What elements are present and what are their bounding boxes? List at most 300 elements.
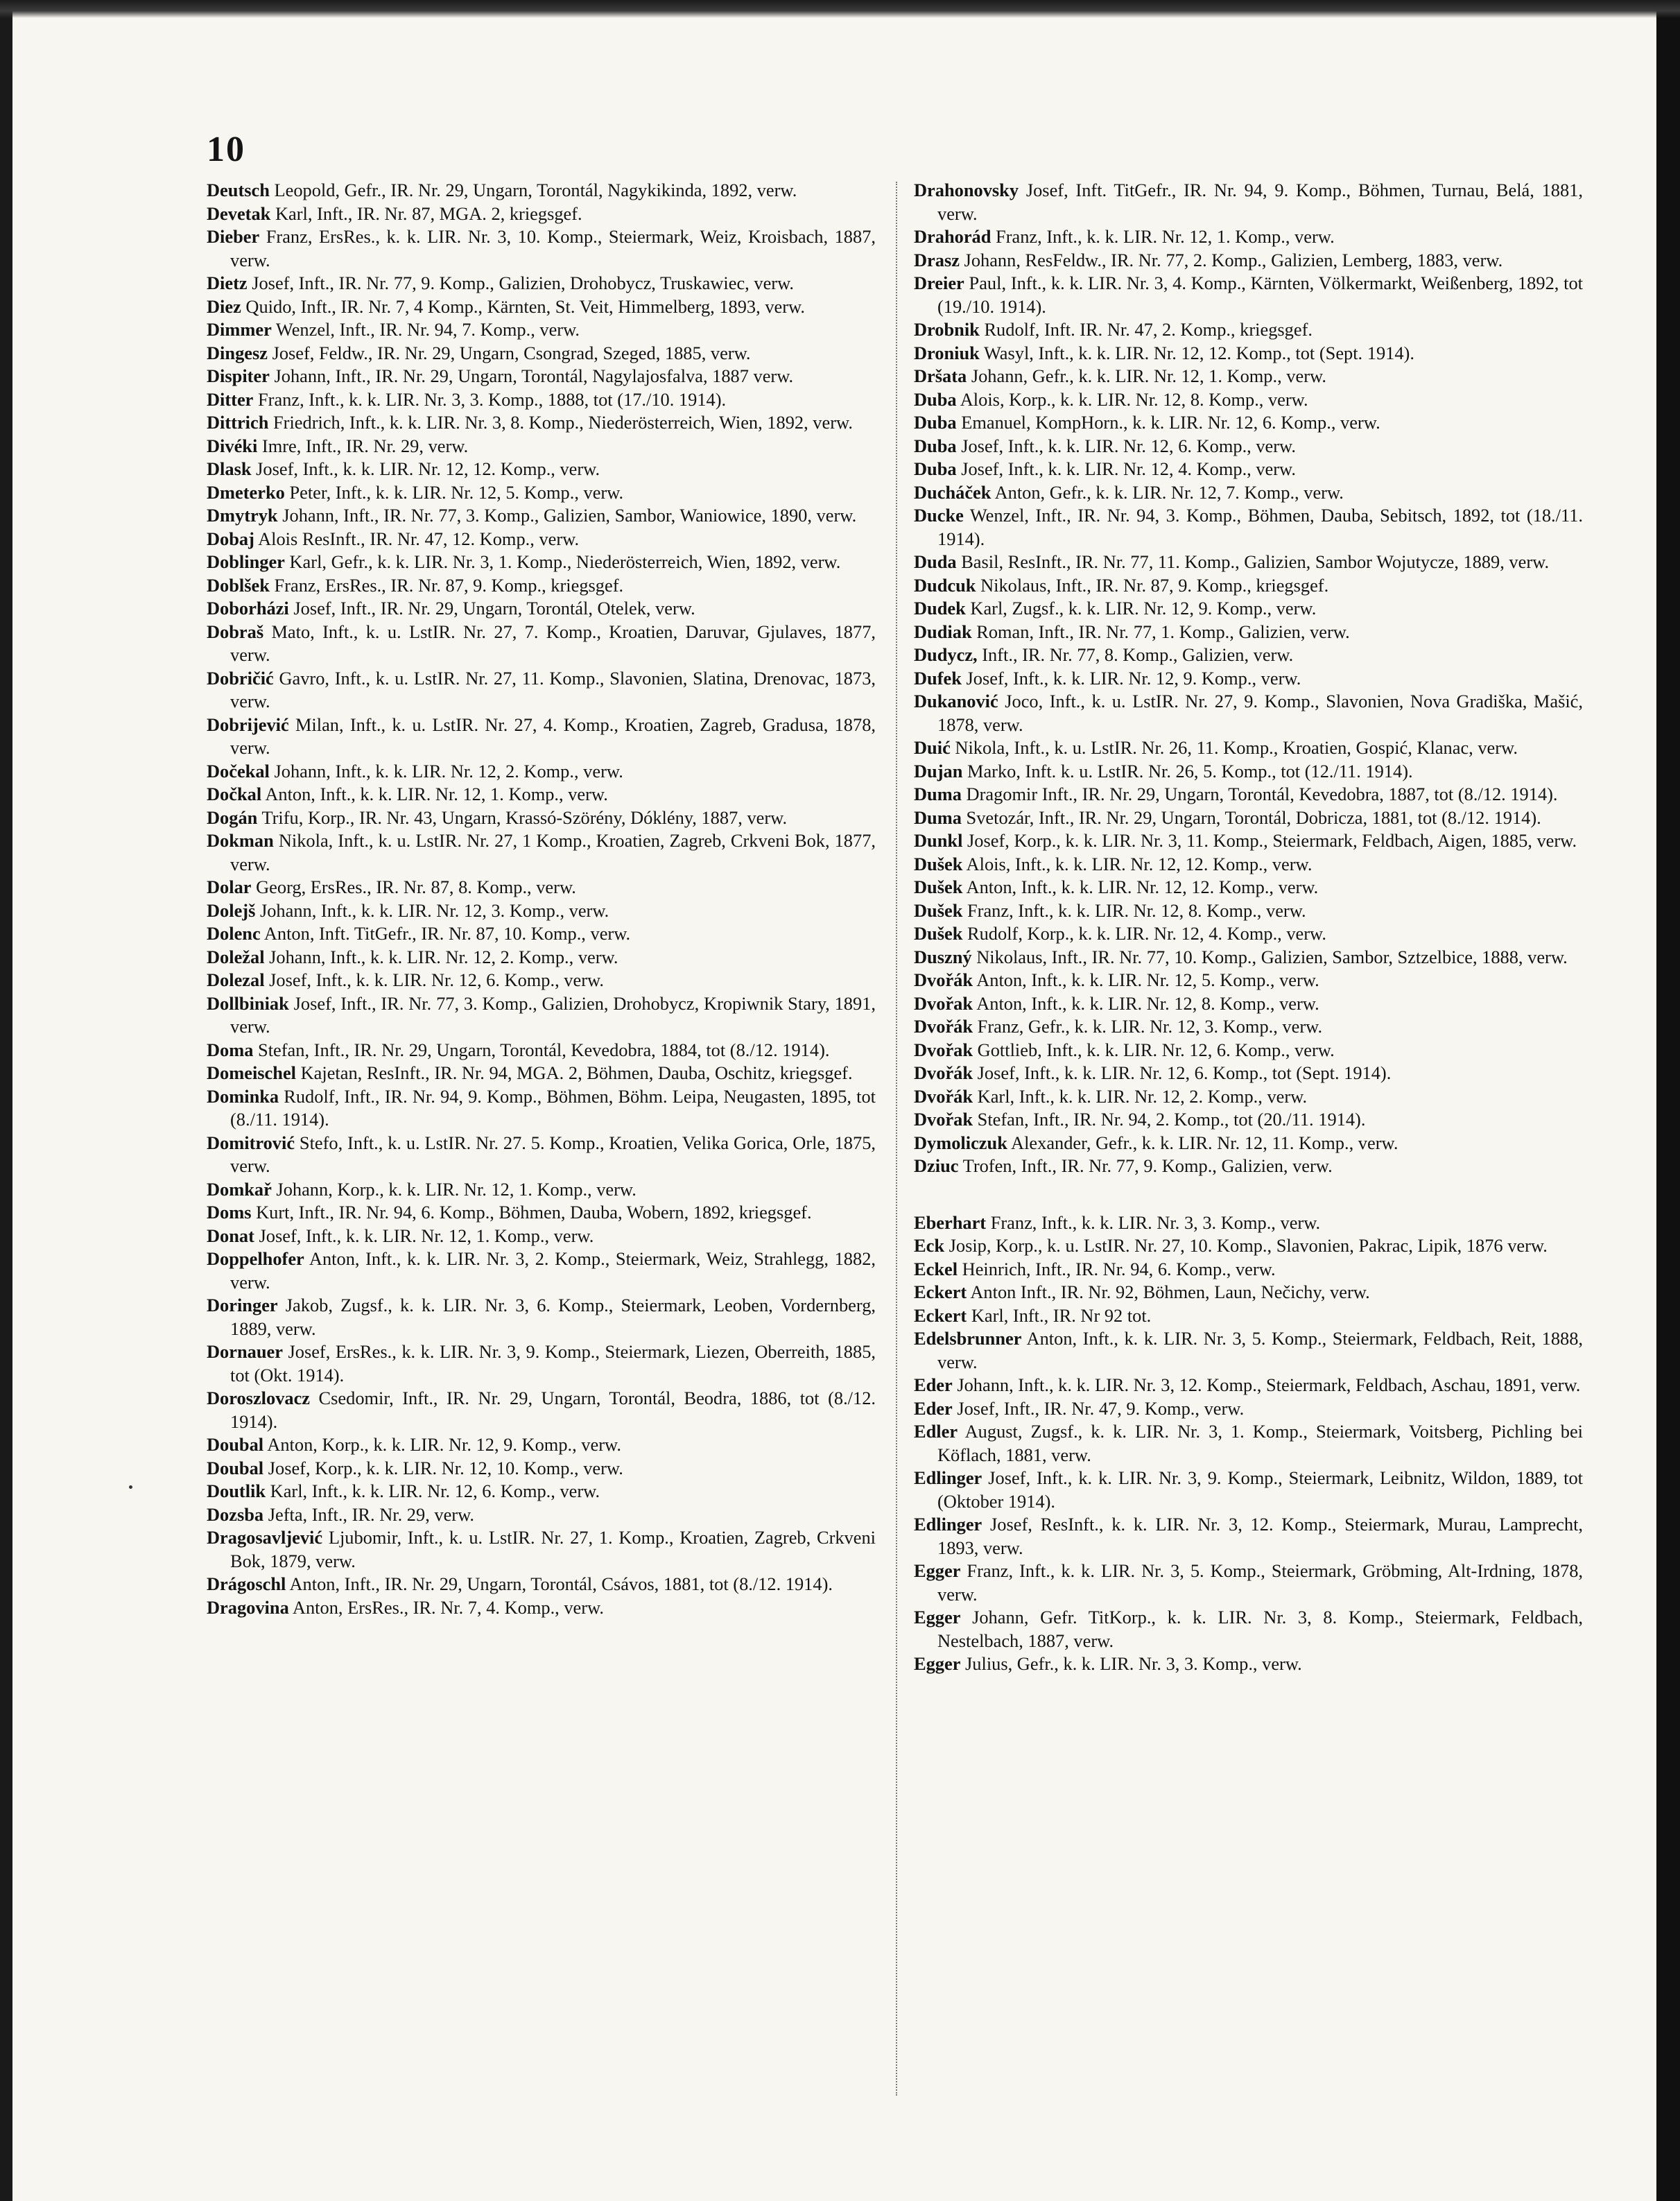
entry-surname: Drahonovsky xyxy=(914,180,1019,200)
entry-surname: Devetak xyxy=(207,202,271,224)
scan-edge-right xyxy=(1656,0,1680,2201)
entry-surname: Dominka xyxy=(207,1085,279,1107)
register-entry xyxy=(914,1085,1583,1109)
register-entry xyxy=(207,667,876,714)
entry-details: Nikolaus, Inft., IR. Nr. 87, 9. Komp., kriegsgef. xyxy=(976,574,1329,596)
entry-surname: Drágoschl xyxy=(207,1573,286,1594)
entry-details: Josef, Inft., k. k. LIR. Nr. 12, 6. Komp., verw. xyxy=(956,435,1296,456)
entry-details: Josef, Korp., k. k. LIR. Nr. 3, 11. Komp., Steiermark, Feldbach, Aigen, 1885, verw. xyxy=(962,830,1577,851)
entry-details: Franz, Inft., k. k. LIR. Nr. 3, 5. Komp., Steiermark, Gröbming, Alt-Irdning, 1878, verw. xyxy=(937,1560,1583,1605)
register-entry xyxy=(207,225,876,272)
entry-details: Anton, Inft., k. k. LIR. Nr. 12, 1. Komp., verw. xyxy=(261,784,608,804)
entry-surname: Dispiter xyxy=(207,365,270,386)
register-entry xyxy=(914,435,1583,458)
entry-surname: Diez xyxy=(207,295,241,317)
entry-details: Anton, Inft., k. k. LIR. Nr. 12, 5. Komp., verw. xyxy=(973,969,1319,990)
register-entry xyxy=(914,806,1583,830)
register-entry xyxy=(207,1387,876,1433)
register-entry xyxy=(207,783,876,806)
register-entry xyxy=(914,1652,1583,1676)
entry-details: Jakob, Zugsf., k. k. LIR. Nr. 3, 6. Komp., Steiermark, Leoben, Vordernberg, 1889, verw. xyxy=(230,1295,876,1339)
entry-details: Svetozár, Inft., IR. Nr. 29, Ungarn, Torontál, Dobricza, 1881, tot (8./12. 1914). xyxy=(961,806,1541,828)
register-entry xyxy=(914,690,1583,736)
entry-details: Johann, Inft., k. k. LIR. Nr. 12, 3. Komp., verw. xyxy=(255,899,609,921)
entry-details: Nikola, Inft., k. u. LstIR. Nr. 27, 1 Komp., Kroatien, Zagreb, Crkveni Bok, 1877, verw. xyxy=(230,830,876,874)
entry-details: Kurt, Inft., IR. Nr. 94, 6. Komp., Böhmen, Dauba, Wobern, 1892, kriegsgef. xyxy=(251,1202,812,1223)
entry-details: Anton, Inft., k. k. LIR. Nr. 12, 8. Komp., verw. xyxy=(973,992,1319,1014)
entry-details: Nikola, Inft., k. u. LstIR. Nr. 26, 11. Komp., Kroatien, Gospić, Klanac, verw. xyxy=(950,737,1518,758)
entry-surname: Dobričić xyxy=(207,667,274,689)
entry-details: Franz, ErsRes., k. k. LIR. Nr. 3, 10. Komp., Steiermark, Weiz, Kroisbach, 1887, verw. xyxy=(230,226,876,270)
register-entry xyxy=(914,574,1583,598)
register-entry xyxy=(914,1420,1583,1467)
register-entry xyxy=(914,481,1583,505)
entry-surname: Doubal xyxy=(207,1457,264,1478)
entry-details: Franz, Gefr., k. k. LIR. Nr. 12, 3. Komp., verw. xyxy=(973,1016,1323,1037)
scan-edge-left xyxy=(0,0,12,2201)
right-column-d-section xyxy=(914,179,1583,1178)
entry-surname: Dujan xyxy=(914,760,963,782)
register-entry xyxy=(914,272,1583,318)
entry-details: Rudolf, Inft., IR. Nr. 94, 9. Komp., Böhmen, Böhm. Leipa, Neugasten, 1895, tot (8./11. 1914). xyxy=(230,1085,876,1130)
entry-surname: Dmytryk xyxy=(207,505,278,526)
entry-details: Josef, Korp., k. k. LIR. Nr. 12, 10. Komp., verw. xyxy=(263,1457,623,1478)
register-entry xyxy=(914,760,1583,784)
entry-surname: Dušek xyxy=(914,853,963,874)
entry-details: Franz, Inft., k. k. LIR. Nr. 3, 3. Komp., verw. xyxy=(986,1211,1321,1233)
entry-surname: Dočkal xyxy=(207,784,262,804)
entry-details: Josef, Inft., k. k. LIR. Nr. 3, 9. Komp., Steiermark, Leibnitz, Wildon, 1889, tot (Oktober 1914). xyxy=(937,1467,1583,1512)
entry-surname: Duba xyxy=(914,458,957,479)
entry-details: Johann, Inft., k. k. LIR. Nr. 12, 2. Komp., verw. xyxy=(269,760,623,782)
entry-details: Johann, Inft., k. k. LIR. Nr. 12, 2. Komp., verw. xyxy=(264,946,618,967)
entry-surname: Doms xyxy=(207,1202,252,1223)
entry-details: Anton, ErsRes., IR. Nr. 7, 4. Komp., verw. xyxy=(288,1596,604,1618)
entry-surname: Dvořák xyxy=(914,1062,973,1083)
entry-details: Johann, Inft., k. k. LIR. Nr. 3, 12. Komp., Steiermark, Feldbach, Aschau, 1891, verw. xyxy=(952,1374,1581,1395)
entry-surname: Dvořak xyxy=(914,1109,973,1130)
entry-surname: Dudiak xyxy=(914,621,972,642)
entry-surname: Ducháček xyxy=(914,481,991,503)
register-entry xyxy=(207,574,876,598)
entry-surname: Dreier xyxy=(914,273,964,293)
entry-surname: Duić xyxy=(914,737,951,758)
entry-details: Alois, Inft., k. k. LIR. Nr. 12, 12. Komp., verw. xyxy=(962,853,1313,874)
register-entry xyxy=(207,1294,876,1340)
entry-surname: Dvořak xyxy=(914,992,973,1014)
register-entry xyxy=(207,411,876,435)
register-entry xyxy=(207,1457,876,1481)
register-entry xyxy=(207,760,876,784)
entry-details: Josef, ErsRes., k. k. LIR. Nr. 3, 9. Komp., Steiermark, Liezen, Oberreith, 1885, tot (Okt. 1914). xyxy=(230,1341,876,1386)
entry-details: Josef, Inft., k. k. LIR. Nr. 12, 9. Komp., verw. xyxy=(961,667,1301,689)
entry-details: Johann, Gefr., k. k. LIR. Nr. 12, 1. Komp., verw. xyxy=(967,365,1326,386)
entry-details: Alexander, Gefr., k. k. LIR. Nr. 12, 11. Komp., verw. xyxy=(1007,1132,1398,1153)
entry-surname: Dmeterko xyxy=(207,481,285,503)
register-entry xyxy=(207,806,876,830)
register-entry xyxy=(207,1248,876,1294)
entry-details: Karl, Inft., k. k. LIR. Nr. 12, 2. Komp., verw. xyxy=(973,1085,1308,1107)
section-gap xyxy=(914,1178,1583,1211)
register-entry xyxy=(914,597,1583,621)
entry-surname: Dufek xyxy=(914,667,962,689)
register-entry xyxy=(207,899,876,923)
entry-surname: Dymoliczuk xyxy=(914,1132,1007,1153)
register-entry xyxy=(207,1201,876,1225)
entry-details: Wasyl, Inft., k. k. LIR. Nr. 12, 12. Komp., tot (Sept. 1914). xyxy=(979,342,1414,363)
entry-details: Anton, Korp., k. k. LIR. Nr. 12, 9. Komp., verw. xyxy=(263,1434,621,1455)
entry-details: Julius, Gefr., k. k. LIR. Nr. 3, 3. Komp., verw. xyxy=(960,1653,1302,1674)
register-entry xyxy=(914,783,1583,806)
entry-surname: Duba xyxy=(914,435,957,456)
entry-details: Kajetan, ResInft., IR. Nr. 94, MGA. 2, Böhmen, Dauba, Oschitz, kriegsgef. xyxy=(296,1062,853,1083)
entry-surname: Eckel xyxy=(914,1258,958,1279)
register-entry xyxy=(207,829,876,876)
entry-surname: Eckert xyxy=(914,1281,967,1302)
entry-details: Paul, Inft., k. k. LIR. Nr. 3, 4. Komp., Kärnten, Völkermarkt, Weißenberg, 1892, tot (19./10. 1914). xyxy=(937,273,1583,317)
register-entry xyxy=(914,249,1583,273)
right-column xyxy=(914,179,1583,1676)
entry-details: Karl, Inft., IR. Nr 92 tot. xyxy=(967,1304,1152,1326)
entry-details: Heinrich, Inft., IR. Nr. 94, 6. Komp., verw. xyxy=(958,1258,1276,1279)
register-entry xyxy=(207,1503,876,1527)
register-entry xyxy=(207,342,876,365)
entry-surname: Duba xyxy=(914,388,957,410)
register-entry xyxy=(914,1467,1583,1513)
entry-surname: Drobnik xyxy=(914,319,980,340)
entry-details: Josef, Inft., IR. Nr. 47, 9. Komp., verw. xyxy=(952,1397,1245,1419)
entry-surname: Egger xyxy=(914,1607,961,1628)
entry-details: Josef, Inft., k. k. LIR. Nr. 12, 6. Komp., verw. xyxy=(264,969,604,990)
entry-details: Josef, Inft., k. k. LIR. Nr. 12, 12. Komp., verw. xyxy=(251,458,600,479)
entry-details: Inft., IR. Nr. 77, 8. Komp., Galizien, verw. xyxy=(977,644,1294,665)
entry-details: Csedomir, Inft., IR. Nr. 29, Ungarn, Torontál, Beodra, 1886, tot (8./12. 1914). xyxy=(230,1388,876,1432)
register-entry xyxy=(914,621,1583,644)
entry-details: Johann, Korp., k. k. LIR. Nr. 12, 1. Komp., verw. xyxy=(271,1178,637,1200)
register-entry xyxy=(207,179,876,202)
entry-details: Leopold, Gefr., IR. Nr. 29, Ungarn, Torontál, Nagykikinda, 1892, verw. xyxy=(269,180,797,200)
register-entry xyxy=(207,1132,876,1178)
entry-details: Alois, Korp., k. k. LIR. Nr. 12, 8. Komp., verw. xyxy=(956,388,1308,410)
entry-surname: Droniuk xyxy=(914,342,980,363)
entry-details: Alois ResInft., IR. Nr. 47, 12. Komp., verw. xyxy=(254,528,580,549)
entry-surname: Dolezal xyxy=(207,969,265,990)
entry-surname: Dietz xyxy=(207,273,248,293)
register-entry xyxy=(207,435,876,458)
entry-surname: Dukanović xyxy=(914,691,998,711)
register-entry xyxy=(914,1281,1583,1304)
entry-details: Ljubomir, Inft., k. u. LstIR. Nr. 27, 1. Komp., Kroatien, Zagreb, Crkveni Bok, 1879, verw. xyxy=(230,1527,876,1571)
register-entry xyxy=(914,1132,1583,1155)
register-entry xyxy=(207,388,876,412)
register-entry xyxy=(914,1327,1583,1374)
entry-details: Johann, Inft., IR. Nr. 77, 3. Komp., Galizien, Sambor, Waniowice, 1890, verw. xyxy=(277,505,857,526)
register-entry xyxy=(914,1606,1583,1652)
entry-surname: Dziuc xyxy=(914,1155,959,1176)
register-entry xyxy=(914,1039,1583,1062)
entry-details: Karl, Zugsf., k. k. LIR. Nr. 12, 9. Komp., verw. xyxy=(965,598,1317,619)
entry-details: Johann, Inft., IR. Nr. 29, Ungarn, Torontál, Nagylajosfalva, 1887 verw. xyxy=(269,365,794,386)
entry-details: Anton, Gefr., k. k. LIR. Nr. 12, 7. Komp., verw. xyxy=(991,481,1344,503)
register-entry xyxy=(914,1560,1583,1606)
register-entry xyxy=(207,946,876,969)
entry-surname: Dočekal xyxy=(207,760,270,782)
entry-details: Joco, Inft., k. u. LstIR. Nr. 27, 9. Komp., Slavonien, Nova Gradiška, Mašić, 1878, verw. xyxy=(937,691,1583,735)
entry-details: Franz, Inft., k. k. LIR. Nr. 12, 8. Komp., verw. xyxy=(962,899,1306,921)
entry-details: Stefan, Inft., IR. Nr. 94, 2. Komp., tot (20./11. 1914). xyxy=(973,1109,1366,1130)
register-entry xyxy=(207,1573,876,1596)
entry-surname: Doležal xyxy=(207,946,265,967)
register-entry xyxy=(207,1526,876,1573)
register-entry xyxy=(914,411,1583,435)
entry-surname: Dlask xyxy=(207,458,252,479)
entry-surname: Dollbiniak xyxy=(207,992,289,1014)
register-entry xyxy=(914,551,1583,574)
entry-surname: Dozsba xyxy=(207,1503,264,1525)
register-entry xyxy=(207,528,876,551)
entry-details: Anton, Inft., k. k. LIR. Nr. 12, 12. Komp., verw. xyxy=(962,877,1319,897)
register-entry xyxy=(914,1015,1583,1039)
entry-surname: Eck xyxy=(914,1235,944,1256)
register-entry xyxy=(207,458,876,481)
entry-surname: Doppelhofer xyxy=(207,1248,304,1269)
entry-surname: Doma xyxy=(207,1039,254,1060)
entry-details: Roman, Inft., IR. Nr. 77, 1. Komp., Galizien, verw. xyxy=(971,621,1350,642)
register-entry xyxy=(207,1480,876,1503)
register-entry xyxy=(207,992,876,1039)
entry-surname: Dragosavljević xyxy=(207,1527,323,1548)
entry-surname: Domitrović xyxy=(207,1132,295,1153)
entry-details: Jefta, Inft., IR. Nr. 29, verw. xyxy=(263,1503,475,1525)
register-entry xyxy=(914,1374,1583,1397)
register-entry xyxy=(914,899,1583,923)
entry-surname: Duba xyxy=(914,412,957,433)
entry-details: Rudolf, Korp., k. k. LIR. Nr. 12, 4. Komp., verw. xyxy=(962,923,1326,944)
entry-surname: Dudycz, xyxy=(914,644,978,665)
entry-surname: Edelsbrunner xyxy=(914,1328,1022,1349)
register-entry xyxy=(207,714,876,760)
register-entry xyxy=(914,1062,1583,1085)
entry-surname: Domeischel xyxy=(207,1062,296,1083)
entry-details: Josef, Inft. TitGefr., IR. Nr. 94, 9. Komp., Böhmen, Turnau, Belá, 1881, verw. xyxy=(937,180,1583,224)
register-entry xyxy=(207,1340,876,1387)
register-entry xyxy=(207,1433,876,1457)
entry-surname: Eder xyxy=(914,1397,953,1419)
entry-details: Anton, Inft., IR. Nr. 29, Ungarn, Torontál, Csávos, 1881, tot (8./12. 1914). xyxy=(286,1573,833,1594)
register-entry xyxy=(914,388,1583,412)
entry-details: Quido, Inft., IR. Nr. 7, 4 Komp., Kärnten, St. Veit, Himmelberg, 1893, verw. xyxy=(241,295,805,317)
entry-surname: Dolar xyxy=(207,877,252,897)
entry-details: Josef, Inft., IR. Nr. 77, 9. Komp., Galizien, Drohobycz, Truskawiec, verw. xyxy=(247,273,795,293)
register-entry xyxy=(914,922,1583,946)
entry-surname: Dudcuk xyxy=(914,574,976,596)
entry-surname: Duszný xyxy=(914,946,972,967)
entry-surname: Dingesz xyxy=(207,342,268,363)
register-entry xyxy=(914,318,1583,342)
entry-details: Josef, Inft., IR. Nr. 29, Ungarn, Torontál, Otelek, verw. xyxy=(288,598,695,619)
entry-surname: Duma xyxy=(914,784,962,804)
entry-surname: Edlinger xyxy=(914,1514,982,1535)
entry-details: Josef, Inft., IR. Nr. 77, 3. Komp., Galizien, Drohobycz, Kropiwnik Stary, 1891, verw. xyxy=(230,992,876,1037)
entry-surname: Divéki xyxy=(207,435,258,456)
entry-details: Johann, ResFeldw., IR. Nr. 77, 2. Komp., Galizien, Lemberg, 1883, verw. xyxy=(959,249,1503,270)
entry-details: Karl, Inft., k. k. LIR. Nr. 12, 6. Komp., verw. xyxy=(266,1481,600,1501)
register-entry xyxy=(207,1062,876,1085)
register-entry xyxy=(914,853,1583,877)
scan-speck xyxy=(129,1485,132,1489)
column-divider xyxy=(896,182,897,2096)
entry-details: Anton, Inft. TitGefr., IR. Nr. 87, 10. Komp., verw. xyxy=(260,923,631,944)
entry-details: Gottlieb, Inft., k. k. LIR. Nr. 12, 6. Komp., verw. xyxy=(973,1039,1335,1060)
register-entry xyxy=(914,992,1583,1016)
entry-details: Stefo, Inft., k. u. LstIR. Nr. 27. 5. Komp., Kroatien, Velika Gorica, Orle, 1875, verw. xyxy=(230,1132,876,1176)
register-entry xyxy=(914,458,1583,481)
entry-surname: Doutlik xyxy=(207,1481,266,1501)
register-entry xyxy=(207,202,876,226)
register-entry xyxy=(914,365,1583,388)
register-entry xyxy=(914,876,1583,899)
register-entry xyxy=(914,225,1583,249)
entry-surname: Dudek xyxy=(914,598,966,619)
entry-surname: Ditter xyxy=(207,388,254,410)
register-entry xyxy=(914,667,1583,691)
register-entry xyxy=(207,621,876,667)
register-entry xyxy=(914,504,1583,551)
entry-surname: Dittrich xyxy=(207,412,269,433)
register-entry xyxy=(914,946,1583,969)
register-entry xyxy=(207,1178,876,1202)
entry-details: Anton Inft., IR. Nr. 92, Böhmen, Laun, Nečichy, verw. xyxy=(967,1281,1370,1302)
register-entry xyxy=(207,365,876,388)
register-entry xyxy=(207,481,876,505)
entry-details: Milan, Inft., k. u. LstIR. Nr. 27, 4. Komp., Kroatien, Zagreb, Gradusa, 1878, verw. xyxy=(230,714,876,758)
entry-surname: Dobaj xyxy=(207,528,254,549)
entry-surname: Dunkl xyxy=(914,830,963,851)
register-entry xyxy=(914,969,1583,992)
entry-surname: Drasz xyxy=(914,249,960,270)
entry-details: Basil, ResInft., IR. Nr. 77, 11. Komp., Galizien, Sambor Wojutycze, 1889, verw. xyxy=(956,551,1550,572)
register-entry xyxy=(914,179,1583,225)
register-entry xyxy=(207,1225,876,1248)
entry-surname: Egger xyxy=(914,1560,961,1581)
entry-details: Franz, Inft., k. k. LIR. Nr. 12, 1. Komp., verw. xyxy=(991,226,1335,247)
entry-details: Rudolf, Inft. IR. Nr. 47, 2. Komp., kriegsgef. xyxy=(979,319,1313,340)
scan-edge-top xyxy=(0,0,1680,18)
register-entry xyxy=(207,272,876,295)
right-column-e-section xyxy=(914,1211,1583,1676)
entry-surname: Egger xyxy=(914,1653,961,1674)
entry-surname: Dokman xyxy=(207,830,274,851)
entry-details: Emanuel, KompHorn., k. k. LIR. Nr. 12, 6. Komp., verw. xyxy=(956,412,1380,433)
entry-details: Trifu, Korp., IR. Nr. 43, Ungarn, Krassó-Szörény, Dóklény, 1887, verw. xyxy=(257,806,788,828)
entry-details: Josef, Inft., k. k. LIR. Nr. 12, 6. Komp., tot (Sept. 1914). xyxy=(973,1062,1392,1083)
entry-details: Josef, Inft., k. k. LIR. Nr. 12, 4. Komp., verw. xyxy=(956,458,1296,479)
entry-surname: Drahorád xyxy=(914,226,991,247)
entry-surname: Donat xyxy=(207,1225,254,1246)
entry-details: Marko, Inft. k. u. LstIR. Nr. 26, 5. Komp., tot (12./11. 1914). xyxy=(962,760,1413,782)
entry-surname: Domkař xyxy=(207,1178,272,1200)
register-entry xyxy=(914,1258,1583,1281)
entry-details: Johann, Gefr. TitKorp., k. k. LIR. Nr. 3, 8. Komp., Steiermark, Feldbach, Nestelbach, 1887, verw. xyxy=(937,1607,1583,1651)
entry-surname: Doborházi xyxy=(207,598,289,619)
entry-surname: Dušek xyxy=(914,877,963,897)
entry-surname: Deutsch xyxy=(207,180,270,200)
entry-surname: Duma xyxy=(914,806,962,828)
entry-details: Franz, Inft., k. k. LIR. Nr. 3, 3. Komp., 1888, tot (17./10. 1914). xyxy=(253,388,727,410)
entry-details: Josef, Inft., k. k. LIR. Nr. 12, 1. Komp., verw. xyxy=(254,1225,594,1246)
register-entry xyxy=(207,597,876,621)
entry-surname: Dušek xyxy=(914,923,963,944)
entry-surname: Duda xyxy=(914,551,957,572)
entry-surname: Doubal xyxy=(207,1434,264,1455)
register-entry xyxy=(207,922,876,946)
register-entry xyxy=(207,295,876,319)
entry-surname: Doroszlovacz xyxy=(207,1388,311,1408)
entry-surname: Doringer xyxy=(207,1295,278,1315)
register-entry xyxy=(914,1513,1583,1560)
register-entry xyxy=(207,551,876,574)
entry-details: Imre, Inft., IR. Nr. 29, verw. xyxy=(257,435,469,456)
register-entry xyxy=(914,342,1583,365)
entry-details: Wenzel, Inft., IR. Nr. 94, 7. Komp., verw. xyxy=(271,319,580,340)
entry-details: Gavro, Inft., k. u. LstIR. Nr. 27, 11. Komp., Slavonien, Slatina, Drenovac, 1873, verw. xyxy=(230,667,876,711)
register-entry xyxy=(207,1085,876,1132)
register-entry xyxy=(914,1304,1583,1328)
register-entry xyxy=(914,1397,1583,1421)
entry-surname: Dobraš xyxy=(207,621,264,642)
entry-details: Georg, ErsRes., IR. Nr. 87, 8. Komp., verw. xyxy=(251,877,576,897)
entry-surname: Edlinger xyxy=(914,1467,982,1488)
entry-surname: Eckert xyxy=(914,1304,967,1326)
entry-details: Trofen, Inft., IR. Nr. 77, 9. Komp., Galizien, verw. xyxy=(958,1155,1333,1176)
entry-surname: Dolejš xyxy=(207,899,256,921)
entry-details: Friedrich, Inft., k. k. LIR. Nr. 3, 8. Komp., Niederösterreich, Wien, 1892, verw. xyxy=(268,412,853,433)
entry-surname: Doblinger xyxy=(207,551,285,572)
entry-details: Peter, Inft., k. k. LIR. Nr. 12, 5. Komp., verw. xyxy=(284,481,624,503)
entry-surname: Eberhart xyxy=(914,1211,987,1233)
entry-details: Karl, Inft., IR. Nr. 87, MGA. 2, kriegsgef. xyxy=(270,202,582,224)
register-entry xyxy=(207,876,876,899)
register-entry xyxy=(914,1211,1583,1235)
entry-details: Dragomir Inft., IR. Nr. 29, Ungarn, Torontál, Kevedobra, 1887, tot (8./12. 1914). xyxy=(961,784,1558,804)
entry-details: Franz, ErsRes., IR. Nr. 87, 9. Komp., kriegsgef. xyxy=(269,574,624,596)
entry-surname: Dušek xyxy=(914,899,963,921)
entry-details: Karl, Gefr., k. k. LIR. Nr. 3, 1. Komp., Niederösterreich, Wien, 1892, verw. xyxy=(284,551,841,572)
entry-surname: Dieber xyxy=(207,226,260,247)
register-entry xyxy=(914,1155,1583,1178)
register-entry xyxy=(914,736,1583,760)
entry-surname: Dogán xyxy=(207,806,258,828)
register-entry xyxy=(207,504,876,528)
register-entry xyxy=(914,829,1583,853)
entry-surname: Dvořák xyxy=(914,969,973,990)
entry-details: Wenzel, Inft., IR. Nr. 94, 3. Komp., Böhmen, Dauba, Sebitsch, 1892, tot (18./11. 1914). xyxy=(937,505,1583,549)
register-entry xyxy=(207,318,876,342)
entry-details: Anton, Inft., k. k. LIR. Nr. 3, 5. Komp., Steiermark, Feldbach, Reit, 1888, verw. xyxy=(937,1328,1583,1372)
entry-surname: Eder xyxy=(914,1374,953,1395)
register-entry xyxy=(914,644,1583,667)
entry-details: Mato, Inft., k. u. LstIR. Nr. 27, 7. Komp., Kroatien, Daruvar, Gjulaves, 1877, verw. xyxy=(230,621,876,665)
left-column xyxy=(207,179,876,1619)
entry-surname: Dimmer xyxy=(207,319,272,340)
page-number: 10 xyxy=(207,130,245,169)
entry-surname: Dobrijević xyxy=(207,714,289,735)
entry-surname: Doblšek xyxy=(207,574,270,596)
entry-surname: Dvořák xyxy=(914,1016,973,1037)
entry-details: Josef, Feldw., IR. Nr. 29, Ungarn, Csongrad, Szeged, 1885, verw. xyxy=(267,342,751,363)
entry-details: August, Zugsf., k. k. LIR. Nr. 3, 1. Komp., Steiermark, Voitsberg, Pichling bei Köflach, 1881, verw. xyxy=(937,1421,1583,1465)
register-entry xyxy=(207,1596,876,1620)
